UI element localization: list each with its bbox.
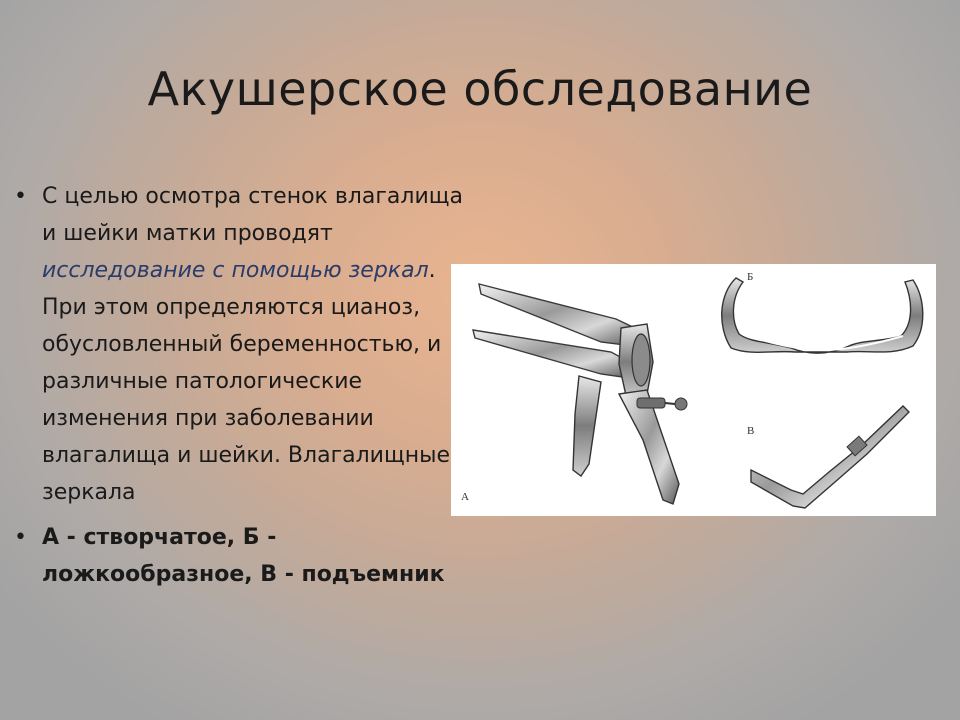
spoon-speculum-icon [722, 278, 923, 353]
elevator-retractor-icon [751, 406, 909, 508]
label-b: Б [747, 271, 754, 283]
bivalve-speculum-icon [473, 284, 687, 504]
label-v: В [747, 425, 755, 437]
bullet-text-types: А - створчатое, Б - ложкообразное, В - подъемник [42, 525, 445, 587]
bullet-item-description [14, 178, 464, 511]
bullet-text-emphasis: исследование с помощью зеркал [42, 258, 429, 283]
label-a: А [461, 491, 469, 503]
bullet-dot: • [14, 525, 27, 550]
slide-title: Акушерское обследование [147, 62, 813, 116]
bullet-item-types [14, 519, 464, 593]
bullet-text-end: . При этом определяются цианоз, обусловленный беременностью, и различные патологические изменения при заболевании влагалища и шейки. Влагалищные зеркала [42, 258, 450, 505]
bullet-list [14, 178, 464, 593]
bullet-dot: • [14, 184, 27, 209]
speculum-figure [451, 264, 936, 516]
bullet-text-start: С целью осмотра стенок влагалища и шейки матки проводят [42, 184, 463, 246]
